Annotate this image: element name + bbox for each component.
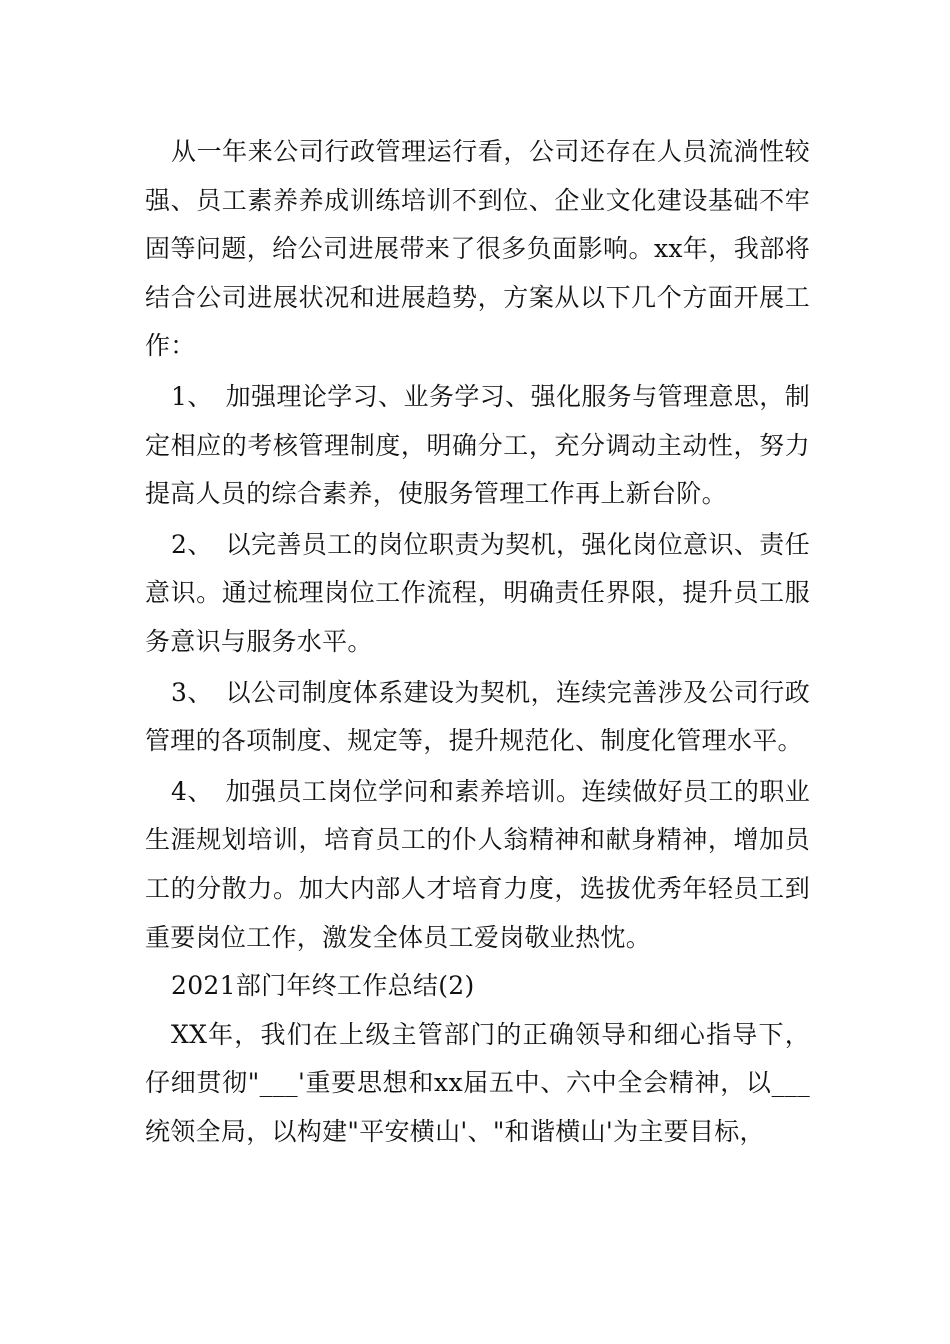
paragraph-item-1: 1、 加强理论学习、业务学习、强化服务与管理意思，制定相应的考核管理制度，明确分工，充分调动主动性，努力提高人员的综合素养，使服务管理工作再上新台阶。	[145, 381, 810, 509]
paragraph-item-2: 2、 以完善员工的岗位职责为契机，强化岗位意识、责任意识。通过梳理岗位工作流程，明确责任界限，提升员工服务意识与服务水平。	[145, 529, 810, 656]
paragraph-item-4: 4、 加强员工岗位学问和素养培训。连续做好员工的职业生涯规划培训，培育员工的仆人翁精神和献身精神，增加员工的分散力。加大内部人才培育力度，选拔优秀年轻员工到重要岗位工作，激发全体员工爱岗敬业热忱。	[145, 776, 810, 952]
section-heading: 2021部门年终工作总结(2)	[171, 971, 475, 1001]
document-body	[145, 128, 810, 1156]
paragraph-intro: 从一年来公司行政管理运行看，公司还存在人员流淌性较强、员工素养养成训练培训不到位、企业文化建设基础不牢固等问题，给公司进展带来了很多负面影响。xx年，我部将结合公司进展状况和进展趋势，方案从以下几个方面开展工作：	[145, 137, 810, 361]
paragraph-summary: XX年，我们在上级主管部门的正确领导和细心指导下，仔细贯彻"___'重要思想和xx届五中、六中全会精神，以___统领全局，以构建"平安横山'、"和谐横山'为主要目标，	[145, 1019, 810, 1146]
paragraph-item-3: 3、 以公司制度体系建设为契机，连续完善涉及公司行政管理的各项制度、规定等，提升规范化、制度化管理水平。	[145, 677, 810, 756]
